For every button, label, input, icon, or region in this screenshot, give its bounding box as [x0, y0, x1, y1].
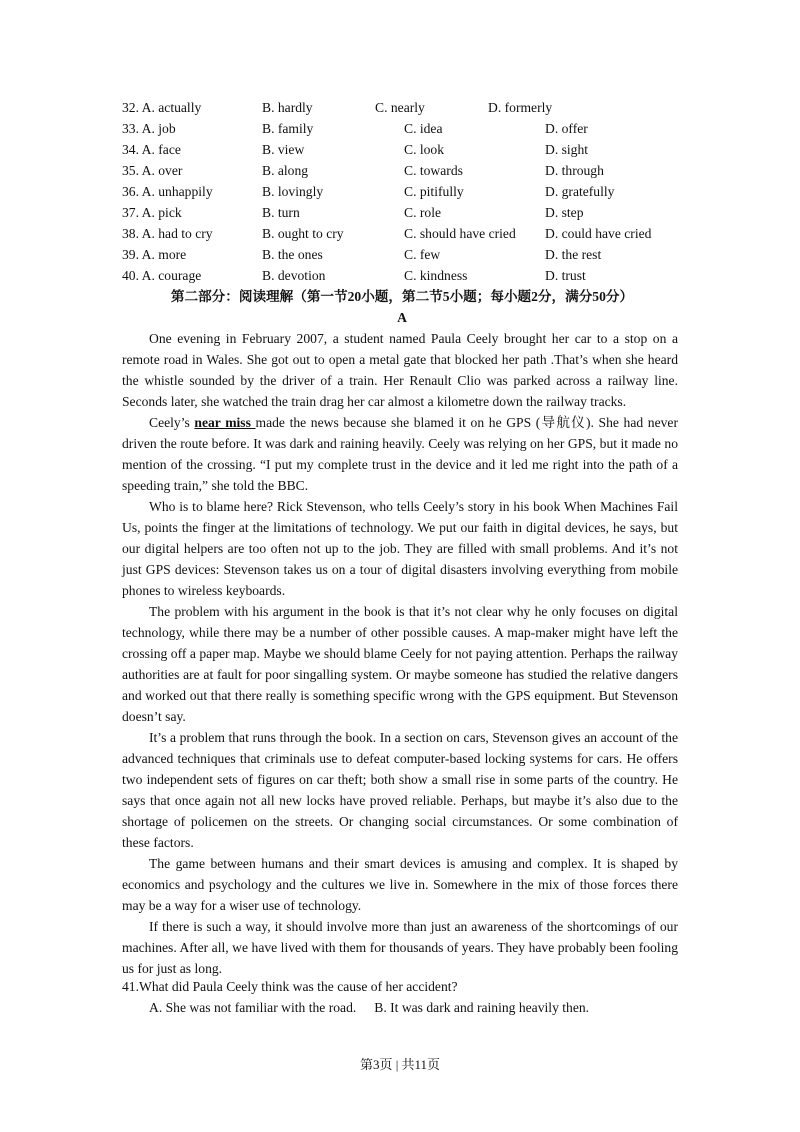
option-row-34 [122, 139, 682, 160]
option-a: 36. A. unhappily [122, 184, 213, 199]
option-a: 32. A. actually [122, 100, 202, 115]
option-a: 37. A. pick [122, 205, 182, 220]
option-d: D. formerly [488, 100, 553, 115]
option-row-38 [122, 223, 682, 244]
option-c: C. role [404, 205, 441, 220]
option-d: D. step [545, 205, 584, 220]
option-a: 35. A. over [122, 163, 183, 178]
option-c: C. few [404, 247, 441, 262]
option-row-32 [122, 97, 682, 118]
option-a: 33. A. job [122, 121, 176, 136]
question-choices [122, 997, 678, 1018]
reading-passage [122, 328, 678, 979]
option-b: B. along [262, 163, 309, 178]
option-b: B. turn [262, 205, 300, 220]
option-b: B. the ones [262, 247, 323, 262]
option-a: 34. A. face [122, 142, 181, 157]
option-c: C. kindness [404, 268, 468, 283]
paragraph-2 [122, 412, 678, 496]
page-footer: 第3页 | 共11页 [359, 1057, 441, 1072]
option-b: B. lovingly [262, 184, 324, 199]
option-c: C. should have cried [404, 226, 516, 241]
paragraph-6: The game between humans and their smart devices is amusing and complex. It is shaped by economics and psychology and the cultures we live in. Somewhere in the mix of those forces there may be a way for a wiser use of technology. [122, 856, 678, 913]
option-c: C. idea [404, 121, 443, 136]
option-a: 40. A. courage [122, 268, 202, 283]
choice-a: A. She was not familiar with the road. [149, 1000, 357, 1015]
paragraph-1: One evening in February 2007, a student named Paula Ceely brought her car to a stop on a remote road in Wales. She got out to open a metal gate that blocked her path .That’s when she heard the whistle sounded by the driver of a train. Her Renault Clio was parked across a railway line. Seconds later, she watched the train drag her car almost a kilometre down the railway tracks. [122, 331, 678, 409]
option-b: B. hardly [262, 100, 313, 115]
option-a: 38. A. had to cry [122, 226, 213, 241]
option-d: D. the rest [545, 247, 602, 262]
paragraph-2-start: Ceely’s [149, 415, 195, 430]
underlined-phrase: near miss [194, 415, 256, 430]
option-d: D. through [545, 163, 604, 178]
passage-letter: A [397, 310, 407, 325]
option-c: C. towards [404, 163, 463, 178]
option-b: B. devotion [262, 268, 326, 283]
option-d: D. sight [545, 142, 589, 157]
option-d: D. gratefully [545, 184, 615, 199]
paragraph-4: The problem with his argument in the book is that it’s not clear why he only focuses on digital technology, while there may be a number of other possible causes. A map-maker might have left the crossing off a paper map. Maybe we should blame Ceely for not paying attention. Perhaps the railway authorities are at fault for poor singalling system. Or maybe someone has studied the relative dangers and worked out that there really is something specific wrong with the GPS equipment. But Stevenson doesn’t say. [122, 604, 678, 724]
option-row-35 [122, 160, 682, 181]
option-row-33 [122, 118, 682, 139]
option-c: C. pitifully [404, 184, 464, 199]
paragraph-3: Who is to blame here? Rick Stevenson, who tells Ceely’s story in his book When Machines Fail Us, points the finger at the limitations of technology. We put our faith in digital devices, he says, but our digital helpers are too often not up to the job. They are filled with small problems. And it’s not just GPS devices: Stevenson takes us on a tour of digital disasters involving everything from mobile phones to wireless keyboards. [122, 499, 678, 598]
paragraph-2-rest: made the news because she blamed it on he GPS (导航仪). She had never driven the route before. It was dark and raining heavily. Ceely was relying on her GPS, but it made no mention of the crossing. “I put my complete trust in the device and it led me right into the path of a speeding train,” she told the BBC. [122, 415, 678, 493]
section-heading: 第二部分：阅读理解（第一节20小题，第二节5小题；每小题2分，满分50分） [170, 289, 634, 304]
option-row-40 [122, 265, 682, 286]
paragraph-7: If there is such a way, it should involve more than just an awareness of the shortcomings of our machines. After all, we have lived with them for thousands of years. They have probably been fooling us for just as long. [122, 919, 678, 976]
option-b: B. view [262, 142, 305, 157]
option-row-37 [122, 202, 682, 223]
option-c: C. look [404, 142, 445, 157]
question-stem: 41.What did Paula Ceely think was the cause of her accident? [122, 979, 458, 994]
option-a: 39. A. more [122, 247, 187, 262]
option-row-36 [122, 181, 682, 202]
option-d: D. trust [545, 268, 586, 283]
paragraph-5: It’s a problem that runs through the book. In a section on cars, Stevenson gives an account of the advanced techniques that criminals use to defeat computer-based locking systems for cars. He offers two independent sets of figures on car theft; both show a small rise in some parts of the country. He says that once again not all new locks have proved reliable. Perhaps, but maybe it’s also due to the shortage of policemen on the streets. Or changing social circumstances. Or some combination of these factors. [122, 730, 678, 850]
option-row-39 [122, 244, 682, 265]
option-b: B. family [262, 121, 314, 136]
option-b: B. ought to cry [262, 226, 344, 241]
choice-b: B. It was dark and raining heavily then. [374, 1000, 590, 1015]
option-d: D. offer [545, 121, 588, 136]
option-d: D. could have cried [545, 226, 652, 241]
question-41 [122, 976, 678, 1018]
option-c: C. nearly [375, 100, 425, 115]
